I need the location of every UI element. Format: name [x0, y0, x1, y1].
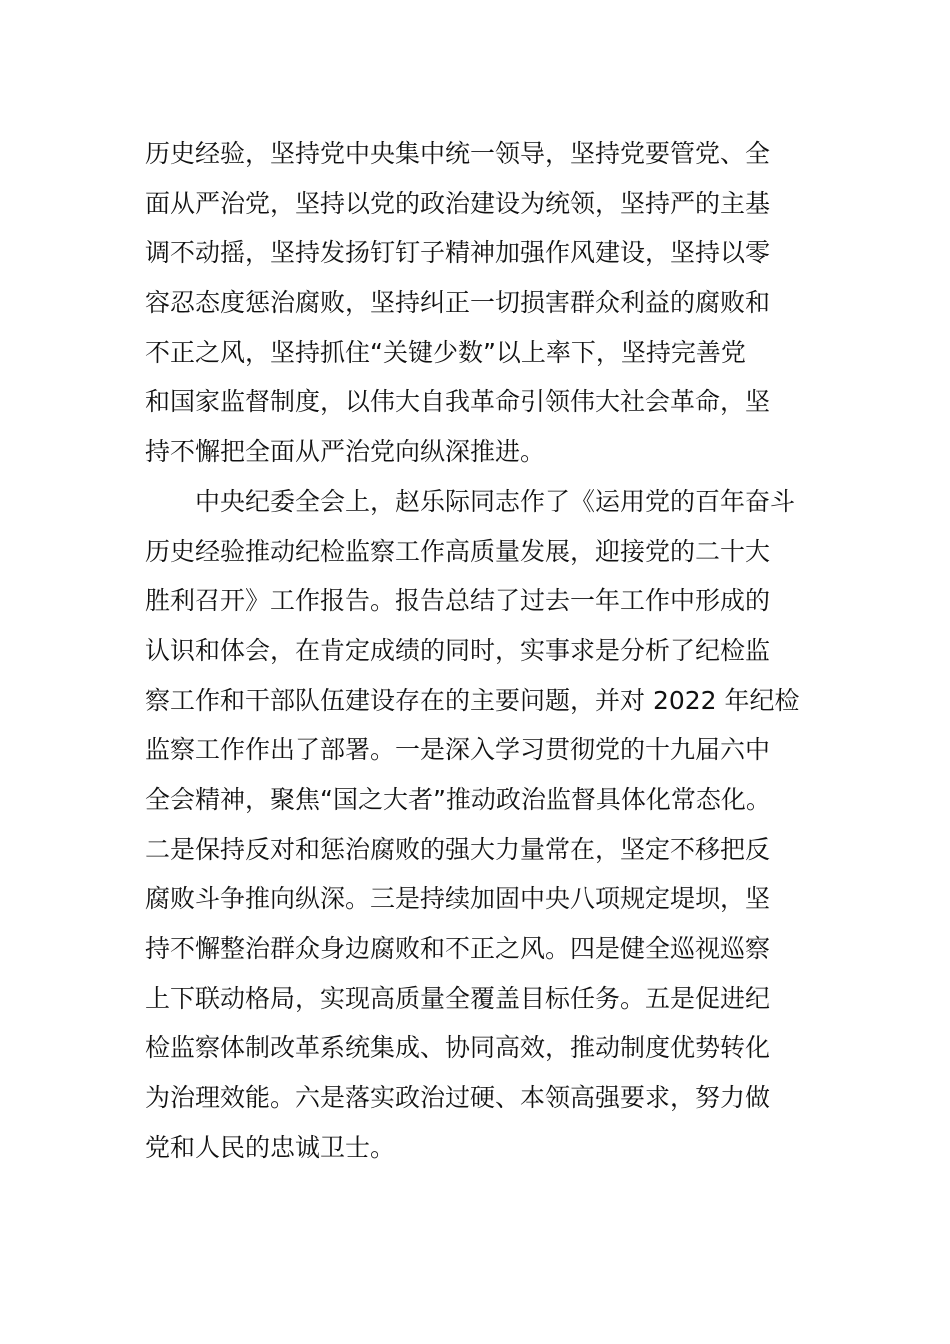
text-line: 全会精神，聚焦“国之大者”推动政治监督具体化常态化。 [145, 784, 771, 814]
text-line: 腐败斗争推向纵深。三是持续加固中央八项规定堤坝，坚 [145, 884, 771, 914]
text-line: 为治理效能。六是落实政治过硬、本领高强要求，努力做 [145, 1083, 771, 1113]
text-line: 二是保持反对和惩治腐败的强大力量常在，坚定不移把反 [145, 834, 771, 864]
text-line: 容忍态度惩治腐败，坚持纠正一切损害群众利益的腐败和 [145, 288, 771, 318]
text-line: 不正之风，坚持抓住“关键少数”以上率下，坚持完善党 [145, 337, 746, 367]
text-line: 党和人民的忠诚卫士。 [145, 1132, 396, 1162]
document-body [145, 129, 807, 1172]
text-line: 历史经验推动纪检监察工作高质量发展，迎接党的二十大 [145, 536, 771, 566]
text-line: 监察工作作出了部署。一是深入学习贯彻党的十九届六中 [145, 735, 771, 765]
text-line: 上下联动格局，实现高质量全覆盖目标任务。五是促进纪 [145, 983, 771, 1013]
text-line: 和国家监督制度，以伟大自我革命引领伟大社会革命，坚 [145, 387, 771, 417]
text-line: 中央纪委全会上，赵乐际同志作了《运用党的百年奋斗 [145, 486, 796, 516]
text-line: 持不懈把全面从严治党向纵深推进。 [145, 437, 546, 467]
text-line: 调不动摇，坚持发扬钉钉子精神加强作风建设，坚持以零 [145, 238, 771, 268]
text-line: 检监察体制改革系统集成、协同高效，推动制度优势转化 [145, 1033, 771, 1063]
text-line: 持不懈整治群众身边腐败和不正之风。四是健全巡视巡察 [145, 934, 771, 963]
text-line: 历史经验，坚持党中央集中统一领导，坚持党要管党、全 [145, 139, 771, 168]
paragraph-2 [145, 477, 807, 1173]
text-line: 胜利召开》工作报告。报告总结了过去一年工作中形成的 [145, 586, 771, 616]
paragraph-1 [145, 129, 807, 477]
text-line: 认识和体会，在肯定成绩的同时，实事求是分析了纪检监 [145, 635, 771, 665]
text-line: 面从严治党，坚持以党的政治建设为统领，坚持严的主基 [145, 188, 771, 218]
text-line: 察工作和干部队伍建设存在的主要问题，并对 2022 年纪检 [145, 685, 800, 715]
